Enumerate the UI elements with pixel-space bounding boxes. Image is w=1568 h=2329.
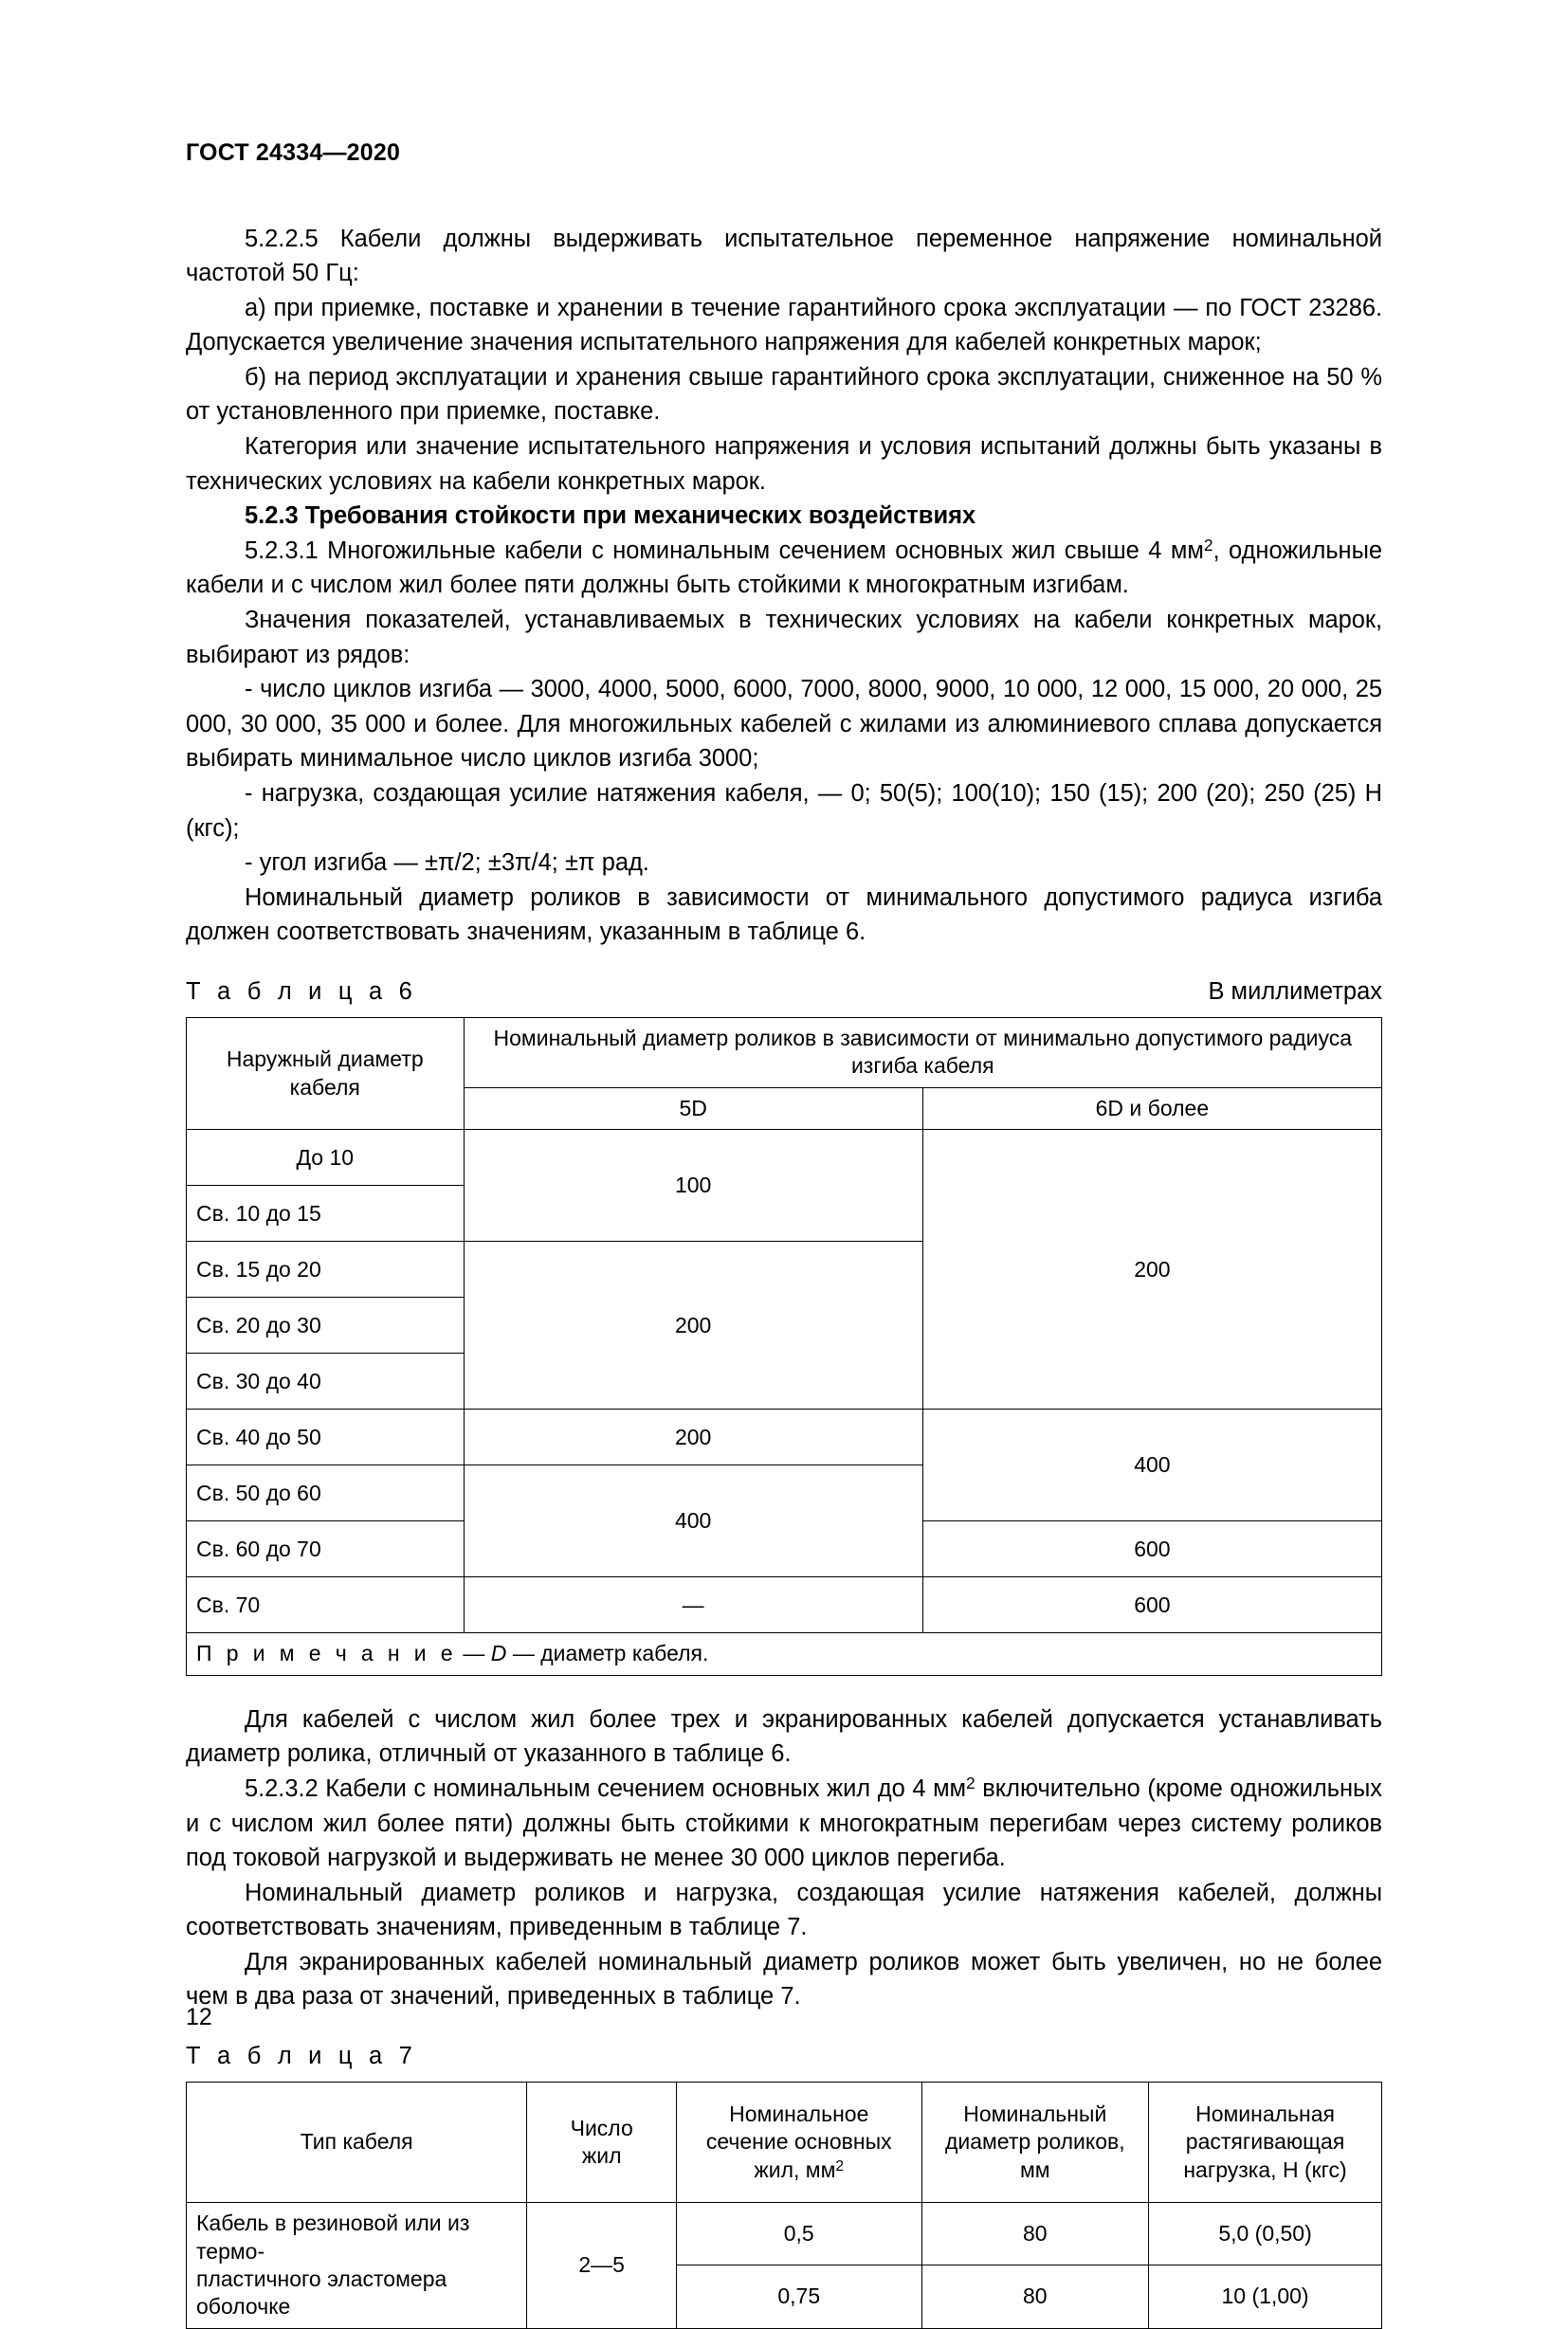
table6-note-dash-1: — bbox=[463, 1641, 485, 1666]
table7-load-1: 5,0 (0,50) bbox=[1149, 2203, 1382, 2265]
paragraph-bend-cycles: - число циклов изгиба — 3000, 4000, 5000, 6000, 7000, 8000, 9000, 10 000, 12 000, 15 000, 20 000, 25 000, 30 000, 35 000 и более. Для многожильных кабелей с жилами из алюминиевого сплава допускается выбирать минимальное число циклов изгиба 3000; bbox=[186, 676, 1382, 773]
table-row bbox=[187, 1577, 1382, 1633]
paragraph-category: Категория или значение испытательного напряжения и условия испытаний должны быть указаны в технических условиях на кабели конкретных марок. bbox=[186, 433, 1382, 495]
paragraph-5-2-2-5: 5.2.2.5 Кабели должны выдерживать испытательное переменное напряжение номинальной частотой 50 Гц: bbox=[186, 225, 1382, 287]
table7-section-2: 0,75 bbox=[677, 2265, 922, 2328]
table7-header-core-count bbox=[527, 2083, 677, 2203]
table6-header-group: Номинальный диаметр роликов в зависимости от минимально допустимого радиуса изгиба кабеля bbox=[464, 1017, 1381, 1087]
table7-header-row bbox=[187, 2083, 1382, 2203]
paragraph-item-b: б) на период эксплуатации и хранения свыше гарантийного срока эксплуатации, сниженное на 50 % от установленного при приемке, поставке. bbox=[186, 363, 1382, 426]
table7-header-section-line3: жил, мм bbox=[754, 2156, 836, 2182]
table6-row-label-5: Св. 30 до 40 bbox=[187, 1354, 465, 1410]
paragraph-5-2-3-1-part2: , одножильные кабели и с числом жил более пяти должны быть стойкими к многократным изгибам. bbox=[186, 537, 1382, 599]
table6-note-label: П р и м е ч а н и е bbox=[196, 1641, 458, 1666]
table7-load-2: 10 (1,00) bbox=[1149, 2265, 1382, 2328]
table7-section-1: 0,5 bbox=[677, 2203, 922, 2265]
paragraph-tension-load: - нагрузка, создающая усилие натяжения кабеля, — 0; 50(5); 100(10); 150 (15); 200 (20); 250 (25) Н (кгс); bbox=[186, 780, 1382, 842]
table7-header-roller-diameter-line1: Номинальный bbox=[963, 2101, 1107, 2126]
table6-note-symbol: D bbox=[490, 1641, 507, 1666]
table6-row-label-7: Св. 50 до 60 bbox=[187, 1465, 465, 1521]
table6-row-label-4: Св. 20 до 30 bbox=[187, 1298, 465, 1354]
table7-header-section-line1: Номинальное bbox=[729, 2101, 869, 2126]
paragraph-5-2-3-1 bbox=[186, 534, 1382, 603]
table-row bbox=[187, 2203, 1382, 2265]
table-7 bbox=[186, 2082, 1382, 2329]
table7-header-cable-type: Тип кабеля bbox=[187, 2083, 527, 2203]
paragraph-values: Значения показателей, устанавливаемых в технических условиях на кабели конкретных марок, выбирают из рядов: bbox=[186, 607, 1382, 668]
table6-6d-value-3: 600 bbox=[922, 1521, 1381, 1577]
table6-5d-value-3: 200 bbox=[464, 1410, 922, 1465]
paragraph-after-table6: Для кабелей с числом жил более трех и экранированных кабелей допускается устанавливать диаметр ролика, отличный от указанного в таблице 6. bbox=[186, 1705, 1382, 1768]
table6-header-outer-diameter: Наружный диаметр кабеля bbox=[187, 1017, 465, 1129]
table6-6d-value-2: 400 bbox=[922, 1410, 1381, 1521]
table6-note-row bbox=[187, 1633, 1382, 1675]
table7-header-roller-diameter-line2: диаметр роликов, bbox=[944, 2129, 1125, 2155]
paragraph-shielded-cables: Для экранированных кабелей номинальный диаметр роликов может быть увеличен, но не более чем в два раза от значений, приведенных в таблице 7. bbox=[186, 1948, 1382, 2011]
table7-caption: Т а б л и ц а 7 bbox=[186, 2043, 418, 2070]
paragraph-bend-angle: - угол изгиба — ±π/2; ±3π/4; ±π рад. bbox=[245, 849, 649, 877]
table7-cable-type-line2: пластичного эластомера оболочке bbox=[196, 2265, 447, 2320]
table6-row-label-1: До 10 bbox=[187, 1130, 465, 1186]
table6-units: В миллиметрах bbox=[1208, 977, 1382, 1005]
table7-header-roller-diameter-line3: мм bbox=[1019, 2156, 1050, 2182]
table7-diameter-1: 80 bbox=[921, 2203, 1149, 2265]
table6-5d-value-4: 400 bbox=[464, 1465, 922, 1577]
table-6 bbox=[186, 1017, 1382, 1676]
table6-note-text: диаметр кабеля. bbox=[540, 1641, 709, 1666]
paragraph-item-a: а) при приемке, поставке и хранении в течение гарантийного срока эксплуатации — по ГОСТ 23286. Допускается увеличение значения испытательного напряжения для кабелей конкретных марок; bbox=[186, 294, 1382, 356]
table-row bbox=[187, 1130, 1382, 1186]
table7-header-core-count-line1: Число bbox=[570, 2115, 633, 2140]
page-number: 12 bbox=[186, 2004, 212, 2030]
table7-cable-type-line1: Кабель в резиновой или из термо- bbox=[196, 2211, 470, 2264]
superscript-square-1: 2 bbox=[1203, 536, 1213, 555]
document-header: ГОСТ 24334—2020 bbox=[186, 139, 401, 166]
paragraph-5-2-3-1-part1: 5.2.3.1 Многожильные кабели с номинальным сечением основных жил свыше 4 мм bbox=[245, 537, 1204, 564]
table7-header-core-count-line2: жил bbox=[581, 2143, 622, 2169]
table7-header-tensile-load-line2: растягивающая bbox=[1185, 2129, 1345, 2155]
table7-diameter-2: 80 bbox=[921, 2265, 1149, 2328]
table7-cable-type bbox=[187, 2203, 527, 2329]
table7-header-tensile-load bbox=[1149, 2083, 1382, 2203]
table7-core-count: 2—5 bbox=[527, 2203, 677, 2329]
table7-header-tensile-load-line1: Номинальная bbox=[1195, 2101, 1335, 2126]
paragraph-5-2-3-2 bbox=[186, 1772, 1382, 1876]
paragraph-5-2-3-2-part2: включительно (кроме одножильных и с числом жил более пяти) должны быть стойкими к многократным перегибам через систему роликов под токовой нагрузкой и выдерживать не менее 30 000 циклов перегиба. bbox=[186, 1774, 1382, 1872]
paragraph-roller-diameter-7: Номинальный диаметр роликов и нагрузка, создающая усилие натяжения кабелей, должны соответствовать значениям, приведенным в таблице 7. bbox=[186, 1879, 1382, 1941]
table6-row-label-9: Св. 70 bbox=[187, 1577, 465, 1633]
table6-row-label-6: Св. 40 до 50 bbox=[187, 1410, 465, 1465]
table7-caption-row bbox=[186, 2043, 1382, 2070]
table-row bbox=[187, 1410, 1382, 1465]
table7-header-section-superscript: 2 bbox=[835, 2157, 845, 2174]
paragraph-roller-diameter: Номинальный диаметр роликов в зависимости от минимального допустимого радиуса изгиба должен соответствовать значениям, указанным в таблице 6. bbox=[186, 883, 1382, 946]
heading-5-2-3: 5.2.3 Требования стойкости при механических воздействиях bbox=[245, 502, 976, 530]
superscript-square-2: 2 bbox=[966, 1774, 975, 1793]
table6-row-label-8: Св. 60 до 70 bbox=[187, 1521, 465, 1577]
paragraph-5-2-3-2-part1: 5.2.3.2 Кабели с номинальным сечением основных жил до 4 мм bbox=[245, 1774, 967, 1802]
table6-5d-value-2: 200 bbox=[464, 1242, 922, 1410]
table6-caption: Т а б л и ц а 6 bbox=[186, 977, 418, 1005]
table6-caption-row bbox=[186, 978, 1382, 1006]
table7-header-tensile-load-line3: нагрузка, Н (кгс) bbox=[1183, 2156, 1347, 2182]
table6-header-6d: 6D и более bbox=[922, 1087, 1381, 1129]
table6-6d-value-1: 200 bbox=[922, 1130, 1381, 1410]
table7-header-section-line2: сечение основных bbox=[705, 2129, 892, 2155]
table6-row-label-2: Св. 10 до 15 bbox=[187, 1186, 465, 1242]
table7-header-roller-diameter bbox=[921, 2083, 1149, 2203]
table6-row-label-3: Св. 15 до 20 bbox=[187, 1242, 465, 1298]
table6-header-row-1 bbox=[187, 1017, 1382, 1087]
table6-note-dash-2: — bbox=[512, 1641, 535, 1666]
table7-header-section bbox=[677, 2083, 922, 2203]
table6-header-5d: 5D bbox=[464, 1087, 922, 1129]
table6-6d-value-4: 600 bbox=[922, 1577, 1381, 1633]
table6-5d-value-5: — bbox=[464, 1577, 922, 1633]
page-content bbox=[186, 140, 1382, 2329]
table6-5d-value-1: 100 bbox=[464, 1130, 922, 1242]
table6-note bbox=[187, 1633, 1382, 1675]
